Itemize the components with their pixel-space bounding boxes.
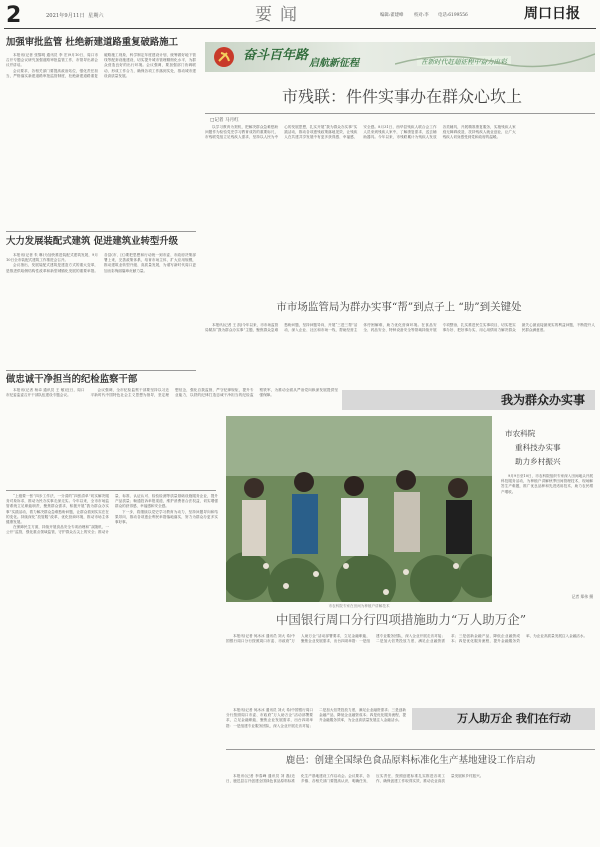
article-bank-body: 本报讯(记者 何冰冰 通讯员 刘大 希)中国银行周口分行按照周口市委、市政府“万人助万企”活动部署要求，立足金融职能，聚焦企业发展需求，出台四项举措：一是组建专业服务团队，深入企业开展走访对接；二是加大信贷投放力度，满足企业融资需求；三是创新金融产品，降低企业融资成本；四是优化服务流程，提升金融服务效率，为企业高质量发展注入金融活水。 <box>226 634 588 644</box>
page-number: 2 <box>6 3 22 28</box>
sidebar-agri-academy <box>497 416 595 606</box>
party-emblem-icon <box>213 46 235 68</box>
divider <box>6 231 196 232</box>
article-market-supervision-body: 本报讯(记者 王 凯)今年以来，市市场监管局紧扣“我为群众办实事”主题，聚焦群众急难愁盼问题，坚持问题导向，开展“三进三帮”活动，深入企业、社区和市场一线，帮助经营主体纾困解难，助力优化营商环境。在食品安全、药品安全、特种设备安全等领域持续开展专项整治，扎实推进民生实事项目，切实把实事办好、把好事办实，用心用情用力解决群众最关心最直接最现实的利益问题，不断提升人民群众满意度。 <box>205 323 595 333</box>
sidebar-body-text: 9月9日至10日，市农科院组织专家深入田间地头开展科技服务活动，为种植户讲解秋季田间管理技术，现场解答生产难题，推广优良品种和先进适用技术，助力农民增产增收。 <box>501 474 593 494</box>
sidebar-title-2: 重科技办实事 <box>515 443 561 452</box>
paper-name: 周口日报 <box>524 6 580 22</box>
article-discipline-body: 会议强调，全市纪检监察干部要坚持以习近平新时代中国特色社会主义思想为指导，坚定理想信念，强化自我监督，严守纪律规矩，提升专业能力，以铁的纪律打造忠诚干净担当的纪检监察铁军，为推动全面从严治党向纵深发展提供坚强保障。 <box>90 388 338 398</box>
divider <box>6 370 196 371</box>
column-tag-bar <box>342 390 595 410</box>
article-bank-continued-text: 本报讯(记者 何冰冰 通讯员 刘大 希)中国银行周口分行按照周口市委、市政府“万人助万企”活动部署要求，立足金融职能，聚焦企业发展需求，出台四项举措：一是组建专业服务团队，深入企业开展走访对接；二是加大信贷投放力度，满足企业融资需求；三是创新金融产品，降低企业融资成本；四是优化服务流程，提升金融服务效率，为企业高质量发展注入金融活水。 <box>226 708 406 728</box>
editor-credit: 编辑:翟建峰 <box>380 13 404 18</box>
sidebar-body <box>501 474 593 588</box>
article-prefab-body: 会议指出，发展装配式建筑是建造方式的重大变革，是推进供给侧结构性改革和新型城镇化发展的重要举措。各县(市、区)要把思想和行动统一到市委、市政府决策部署上来，完善政策体系，培育市场主体，扩大应用规模，推动建筑业转型升级、高质量发展，为谱写新时代周口更加出彩绚丽篇章贡献力量。 <box>6 253 196 273</box>
article-luyi <box>226 774 595 844</box>
article-approval-body: 会议要求，各相关部门要提高政治站位，强化责任担当，严格落实新建道路审批监管制度，杜绝新建道路重复破路施工现象，科学制定年度建设计划，统筹做好地下管线等配套设施建设，切实提升城市管理精细化水平，为群众营造良好的出行环境。会议强调，要加强部门协调联动，形成工作合力，确保各项工作落到实处，推动城市建设高质量发展。 <box>6 53 196 78</box>
divider <box>6 490 216 491</box>
article-discipline-lead: 本报讯(记者 杨卓 通讯员 王 敏)近日，周口市纪委监委召开干部队伍建设专题会议。 <box>6 388 85 398</box>
continued-para-c: 下一步，将继续以党史学习教育为动力，坚持问题导向和结果导向，推动各项惠企利民举措落地落实，努力为群众办更多实事好事。 <box>115 509 218 525</box>
continued-para-a: “上级要一张”四步工作法，一分清的“四张清单”切实解决服务对象诉求，推动为民办实事走深走实。今年以来，全市市场监管系统立足职能职责，聚焦群众需求，积极开展“我为群众办实事”实践活动，着力解决群众急难愁盼问题，让群众看到实实在在的变化。持续深化“放管服”改革，优化营商环境，推动市场主体健康发展。 <box>6 494 109 525</box>
divider <box>205 113 595 114</box>
photo-caption: 市农科院专家在田间为种植户讲解技术 <box>328 604 390 608</box>
banner-subtitle: 启航新征程 <box>309 58 359 69</box>
proof-credit: 校对:李 <box>414 13 429 18</box>
masthead-rule <box>4 28 596 29</box>
bank-tag: 万人助万企 我们在行动 <box>457 712 571 725</box>
article-luyi-body: 本报讯(记者 李春峰 通讯员 刘 磊)近日，鹿邑县召开创建全国绿色食品原料标准化生产基地建设工作启动会。会议要求，各乡镇、各相关部门要提高认识，明确任务，压实责任，按照创建标准扎实推进各项工作，确保创建工作取得实效，推动农业高质量发展和乡村振兴。 <box>226 774 484 784</box>
headline-discipline: 做忠诚干净担当的纪检监察干部 <box>6 374 138 385</box>
issue-weekday: 星期六 <box>88 13 104 19</box>
section-title: 要闻 <box>255 5 305 25</box>
article-approval-lead: 本报讯(记者 张黎明 通讯员 李 宏)9月10日，周口市召开专题会议研究加强道路审批监管工作，市领导出席会议并讲话。 <box>6 53 98 68</box>
continued-para-b: 在保障民生方面，持续开展食品安全专项治理和“双随机、一公开”监管，强化重点领域监管，守护群众舌尖上的安全；推动计量、标准、认证认可、检验检测等质量基础设施服务企业，提升产品质量；畅通投诉举报渠道，维护消费者合法权益，切实增强群众的获得感、幸福感和安全感。 <box>6 494 218 535</box>
photo-illustration <box>226 416 492 602</box>
headline-disabled-federation: 市残联：件件实事办在群众心坎上 <box>281 87 522 106</box>
article-market-continued <box>6 494 218 844</box>
bank-tag-bar <box>412 708 595 730</box>
divider <box>226 749 595 750</box>
article-approval <box>6 53 196 225</box>
phone-credit: 电话:6199556 <box>438 13 468 18</box>
article-market-supervision <box>205 323 595 385</box>
article-bank <box>226 634 595 704</box>
article-bank-continued <box>226 708 406 742</box>
article-prefab-lead: 本报讯(记者 朱 琳)为加快推进装配式建筑发展，9月10日全市装配式建筑工作推进会召开。 <box>6 253 98 263</box>
photo-credit: 记者 郑伟 摄 <box>571 594 593 599</box>
article-disabled-federation <box>205 125 595 293</box>
sidebar-title-3: 助力乡村振兴 <box>515 457 561 466</box>
issue-date: 2021年9月11日 <box>46 13 85 19</box>
headline-bank: 中国银行周口分行四项措施助力“万人助万企” <box>275 612 527 627</box>
column-tag: 我为群众办实事 <box>500 393 585 407</box>
masthead <box>0 0 600 30</box>
headline-prefab: 大力发展装配式建筑 促进建筑业转型升级 <box>6 236 179 247</box>
banner-title: 奋斗百年路 <box>243 48 309 63</box>
banner-slogan: 在新时代赶超征程中奋力出彩 <box>417 56 511 66</box>
headline-market-supervision: 市市场监管局为群办实事“帮”到点子上 “助”到关键处 <box>276 301 522 313</box>
headline-approval: 加强审批监管 杜绝新建道路重复破路施工 <box>6 37 179 48</box>
party-centenary-banner <box>205 42 595 72</box>
byline: □记者 马月红 <box>210 118 239 123</box>
article-disabled-federation-body: 以学习教育为契机，把解决群众急难愁盼问题作为检验党史学习教育成效的重要标尺，市残联党组立足残疾人需求，坚持以人民为中心的发展思想，扎实开展“我为群众办实事”实践活动，推动各项惠残政策落地见效，让残疾人在共建共享发展中有更多获得感、幸福感、安全感。8月31日，西华县残疾人联合会工作人员来到残疾人家中，了解康复需求，送去辅助器具。今年以来，市残联累计为残疾人发放各类辅具，开展精准康复服务，实施残疾人家庭无障碍改造，扶持残疾人就业创业，让广大残疾人切身感受到党和政府的温暖。 <box>205 125 516 140</box>
article-prefab <box>6 253 196 367</box>
headline-luyi: 鹿邑：创建全国绿色食品原料标准化生产基地建设工作启动 <box>285 755 536 766</box>
farm-visit-photo <box>226 416 492 602</box>
sidebar-title-1: 市农科院 <box>505 429 536 438</box>
wave-decoration <box>395 42 595 72</box>
